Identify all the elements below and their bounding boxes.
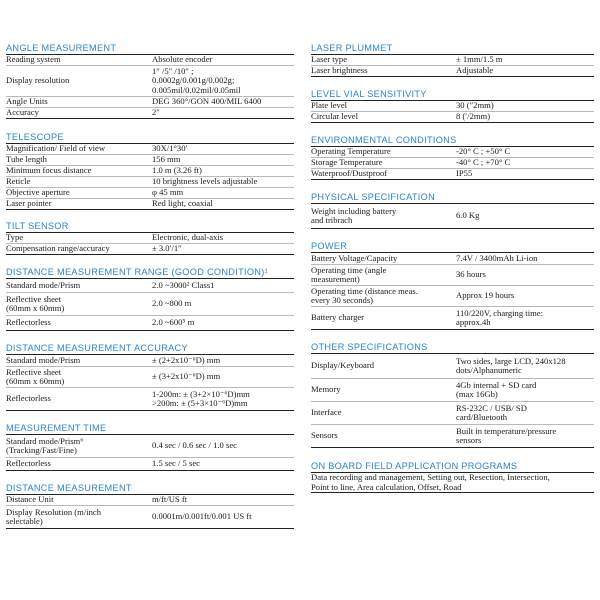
spec-row-laser-pointer xyxy=(6,199,294,210)
spec-value: 156 mm xyxy=(152,154,181,165)
spec-label: Display resolution xyxy=(6,75,70,86)
spec-label: Objective aperture xyxy=(6,187,70,198)
section-title: LASER PLUMMET xyxy=(311,40,594,55)
section-physical-specification xyxy=(311,189,594,229)
section-telescope xyxy=(6,129,294,210)
spec-row-circular-level xyxy=(311,112,594,123)
section-angle-measurement xyxy=(6,40,294,119)
section-measurement-time xyxy=(6,420,294,471)
spec-row-standard-mode-prism-tracking-fast-fine xyxy=(6,435,294,458)
spec-value: Built in temperature/pressure sensors xyxy=(456,425,557,445)
spec-label: Memory xyxy=(311,384,341,395)
spec-value: 2.0 ~3000² Class1 xyxy=(152,279,215,290)
spec-value: 1″ /5″ /10″ ; 0.0002g/0.001g/0.002g; 0.005mil/0.02mil/0.05mil xyxy=(152,65,241,95)
spec-row-display-resolution xyxy=(6,66,294,97)
spec-label: Standard mode/Prism⁶ (Tracking/Fast/Fine) xyxy=(6,435,84,455)
left-spec-column xyxy=(6,40,294,529)
section-gap xyxy=(6,255,294,264)
section-title: OTHER SPECIFICATIONS xyxy=(311,339,594,354)
spec-row-compensation-range-accuracy xyxy=(6,244,294,255)
spec-value: -40° C ; +70° C xyxy=(456,157,511,168)
section-level-vial-sensitivity xyxy=(311,86,594,123)
spec-row-interface xyxy=(311,402,594,425)
spec-row-battery-voltage-capacity xyxy=(311,253,594,265)
spec-value: 6.0 Kg xyxy=(456,210,480,221)
spec-value: 0.4 sec / 0.6 sec / 1.0 sec xyxy=(152,440,237,451)
spec-label: Accuracy xyxy=(6,107,39,118)
section-gap xyxy=(311,330,594,339)
section-title: ANGLE MEASUREMENT xyxy=(6,40,294,55)
spec-label: Angle Units xyxy=(6,96,48,107)
spec-value: 1.5 sec / 5 sec xyxy=(152,458,200,469)
spec-row-reflective-sheet-60mm-x-60mm xyxy=(6,293,294,316)
section-gap xyxy=(6,119,294,129)
section-title: ON BOARD FIELD APPLICATION PROGRAMS xyxy=(311,458,594,473)
spec-value: -20° C ; +50° C xyxy=(456,146,511,157)
spec-label: Distance Unit xyxy=(6,494,54,505)
spec-value: DEG 360°/GON 400/MIL 6400 xyxy=(152,96,262,107)
programs-list: Data recording and management, Setting out, Resection, Intersection, Point to line, Area calculation, Offset, Road xyxy=(311,473,594,493)
spec-label: Type xyxy=(6,232,24,243)
spec-value: 7.4V / 3400mAh Li-ion xyxy=(456,252,538,263)
spec-value: 2″ xyxy=(152,107,160,118)
spec-label: Weight including battery and tribrach xyxy=(311,205,397,225)
spec-row-angle-units xyxy=(6,97,294,108)
spec-label: Battery charger xyxy=(311,312,365,323)
section-title: DISTANCE MEASUREMENT xyxy=(6,480,294,495)
spec-value: Absolute encoder xyxy=(152,54,213,65)
spec-value: Approx 19 hours xyxy=(456,290,515,301)
spec-row-distance-unit xyxy=(6,495,294,506)
spec-label: Circular level xyxy=(311,111,359,122)
spec-label: Laser type xyxy=(311,54,348,65)
spec-value: 36 hours xyxy=(456,269,486,280)
spec-label: Waterproof/Dustproof xyxy=(311,168,388,179)
spec-label: Standard mode/Prism xyxy=(6,354,81,365)
spec-value: 8 (′/2mm) xyxy=(456,111,491,122)
spec-label: Tube length xyxy=(6,154,47,165)
spec-label: Reflective sheet (60mm x 60mm) xyxy=(6,366,65,386)
spec-row-operating-time-distance-meas-every-30-se xyxy=(311,286,594,307)
spec-value: 1-200m: ± (3+2×10⁻⁶D)mm >200m: ± (5+3×10⁻⁶D)mm xyxy=(152,388,250,408)
section-title: DISTANCE MEASUREMENT ACCURACY xyxy=(6,340,294,355)
section-gap xyxy=(6,331,294,340)
spec-value: Two sides, large LCD, 240x128 dots/Alphanumeric xyxy=(456,355,566,375)
spec-row-display-resolution-m-inch-selectable xyxy=(6,506,294,529)
spec-value: ± (3+2x10⁻⁶D) mm xyxy=(152,371,221,382)
spec-label: Compensation range/accuracy xyxy=(6,243,110,254)
spec-label: Reflective sheet (60mm x 60mm) xyxy=(6,293,65,313)
spec-row-reflectorless xyxy=(6,316,294,331)
spec-label: Sensors xyxy=(311,430,338,441)
section-distance-measurement-accuracy xyxy=(6,340,294,411)
spec-value: ± 1mm/1.5 m xyxy=(456,54,503,65)
spec-row-standard-mode-prism xyxy=(6,279,294,293)
spec-label: Reading system xyxy=(6,54,61,65)
spec-row-accuracy xyxy=(6,108,294,119)
spec-label: Operating Temperature xyxy=(311,146,391,157)
spec-row-reading-system xyxy=(6,55,294,66)
spec-value: IP55 xyxy=(456,168,473,179)
spec-value: 110/220V, charging time: approx.4h xyxy=(456,307,543,327)
spec-value: 4Gb internal + SD card (max 16Gb) xyxy=(456,379,537,399)
section-distance-measurement-range-good-condition xyxy=(6,264,294,331)
section-title: PHYSICAL SPECIFICATION xyxy=(311,189,594,204)
section-title: DISTANCE MEASUREMENT RANGE (GOOD CONDITION)¹ xyxy=(6,264,294,279)
section-title: LEVEL VIAL SENSITIVITY xyxy=(311,86,594,101)
spec-value: 2.0 ~600⁵ m xyxy=(152,317,195,328)
spec-label: Operating time (distance meas. every 30 seconds) xyxy=(311,285,418,305)
spec-label: Reticle xyxy=(6,176,31,187)
spec-value: 1.0 m (3.26 ft) xyxy=(152,165,202,176)
spec-value: ± 3.0′/1″ xyxy=(152,243,182,254)
spec-value: 10 brightness levels adjustable xyxy=(152,176,258,187)
spec-row-standard-mode-prism xyxy=(6,355,294,367)
section-environmental-conditions xyxy=(311,132,594,180)
spec-label: Display Resolution (m/inch selectable) xyxy=(6,506,102,526)
section-gap xyxy=(311,448,594,458)
spec-value: φ 45 mm xyxy=(152,187,184,198)
spec-value: ± (2+2x10⁻⁶D) mm xyxy=(152,354,221,365)
section-gap xyxy=(311,180,594,189)
section-other-specifications xyxy=(311,339,594,448)
spec-value: 30X/1°30′ xyxy=(152,143,188,154)
spec-label: Plate level xyxy=(311,100,348,111)
spec-row-magnification-field-of-view xyxy=(6,144,294,155)
section-power xyxy=(311,238,594,330)
spec-value: 0.0001m/0.001ft/0.001 US ft xyxy=(152,511,252,522)
section-title: ENVIRONMENTAL CONDITIONS xyxy=(311,132,594,147)
section-title: POWER xyxy=(311,238,594,253)
spec-label: Interface xyxy=(311,407,342,418)
spec-label: Reflectorless xyxy=(6,458,51,469)
spec-row-display-keyboard xyxy=(311,354,594,379)
section-tilt-sensor xyxy=(6,218,294,255)
section-gap xyxy=(6,210,294,218)
spec-label: Magnification/ Field of view xyxy=(6,143,106,154)
spec-row-reflectorless xyxy=(6,388,294,411)
section-gap xyxy=(311,229,594,238)
section-distance-measurement xyxy=(6,480,294,529)
spec-label: Standard mode/Prism xyxy=(6,279,81,290)
spec-label: Display/Keyboard xyxy=(311,360,375,371)
spec-row-reflectorless xyxy=(6,458,294,471)
spec-value: Electronic, dual-axis xyxy=(152,232,224,243)
section-gap xyxy=(311,77,594,86)
spec-label: Reflectorless xyxy=(6,393,51,404)
section-title: MEASUREMENT TIME xyxy=(6,420,294,435)
spec-label: Reflectorless xyxy=(6,317,51,328)
spec-row-waterproof-dustproof xyxy=(311,169,594,180)
spec-label: Operating time (angle measurement) xyxy=(311,264,387,284)
spec-row-memory xyxy=(311,379,594,402)
section-title: TELESCOPE xyxy=(6,129,294,144)
right-spec-column xyxy=(311,40,594,493)
spec-row-weight-including-battery-and-tribrach xyxy=(311,204,594,229)
spec-row-operating-time-angle-measurement xyxy=(311,265,594,286)
section-title: TILT SENSOR xyxy=(6,218,294,233)
spec-label: Minimum focus distance xyxy=(6,165,92,176)
section-gap xyxy=(311,123,594,132)
spec-label: Storage Temperature xyxy=(311,157,383,168)
spec-row-sensors xyxy=(311,425,594,448)
spec-value: Red light, coaxial xyxy=(152,198,213,209)
spec-row-laser-brightness xyxy=(311,66,594,77)
spec-value: m/ft/US ft xyxy=(152,494,188,505)
section-on-board-field-application-programs xyxy=(311,458,594,493)
section-laser-plummet xyxy=(311,40,594,77)
spec-label: Battery Voltage/Capacity xyxy=(311,252,398,263)
spec-value: 2.0 ~800 m xyxy=(152,298,192,309)
spec-label: Laser pointer xyxy=(6,198,52,209)
spec-label: Laser brightness xyxy=(311,65,368,76)
section-gap xyxy=(6,411,294,420)
spec-value: 30 (″2mm) xyxy=(456,100,494,111)
spec-row-reflective-sheet-60mm-x-60mm xyxy=(6,367,294,388)
spec-value: Adjustable xyxy=(456,65,494,76)
section-gap xyxy=(6,471,294,480)
spec-row-battery-charger xyxy=(311,307,594,330)
spec-value: RS-232C / USB/ SD card/Bluetooth xyxy=(456,402,527,422)
